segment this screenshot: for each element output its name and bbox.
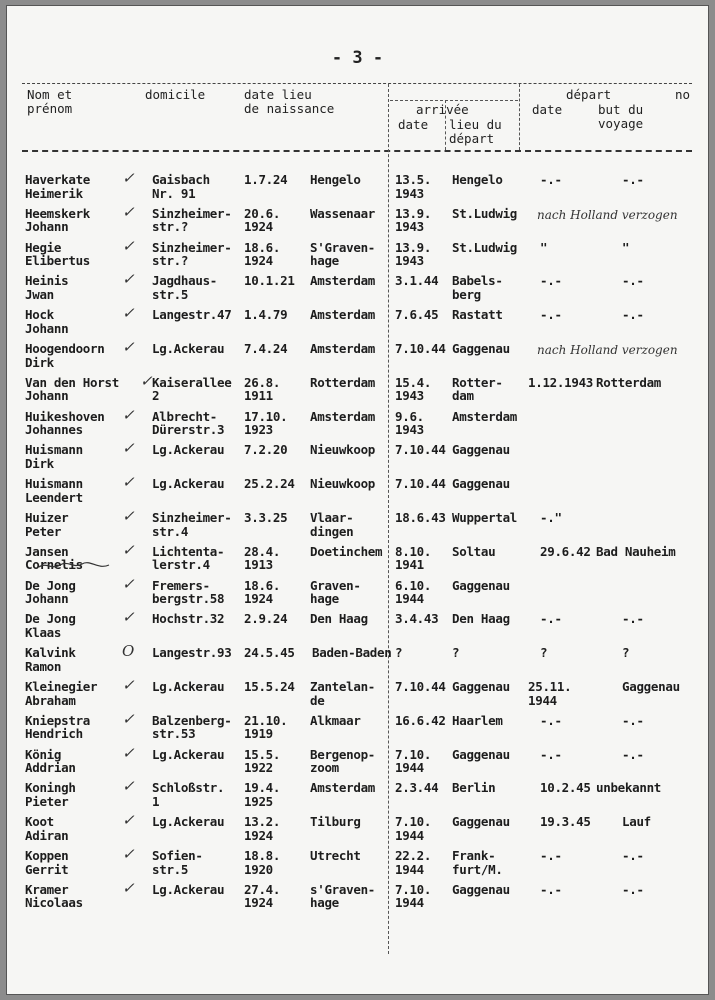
check-mark-icon: ✓ [122,304,135,323]
check-mark-icon: ✓ [122,743,135,762]
header-number: no [675,87,691,102]
birth-date: 1.4.79 [244,307,288,323]
person-name: Huismann Leendert [25,476,83,505]
check-mark-icon: ✓ [122,777,135,796]
arrival-place: Gaggenau [452,577,510,593]
handwritten-note: nach Holland verzogen [537,207,678,222]
domicile: Fremers- bergstr.58 [152,577,225,607]
check-mark-icon: ✓ [122,540,135,559]
departure-date: 25.11. 1944 [528,679,572,708]
birth-place: Graven- hage [310,577,361,607]
check-mark-icon: ✓ [140,371,153,390]
arrival-place: Rotter- dam [452,374,503,404]
domicile: Sinzheimer- str.? [152,239,232,269]
arrival-date: ? [395,645,403,661]
person-name: König Addrian [25,746,76,776]
check-mark-icon: ✓ [122,338,135,356]
departure-date: -.- [540,307,562,323]
birth-date: 21.10. 1919 [244,712,288,742]
domicile: Albrecht- Dürerstr.3 [152,408,225,438]
departure-date: -.- [540,273,562,289]
header-birth: date lieu de naissance [244,87,335,116]
arrival-date: 13.9. 1943 [395,239,432,269]
birth-date: 26.8. 1911 [244,374,281,404]
person-name: Koot Adiran [25,814,69,843]
birth-place: Amsterdam [310,273,376,289]
arrival-date: 7.10. 1944 [395,814,432,843]
check-mark-icon: ✓ [122,507,135,525]
arrival-place: Gaggenau [452,341,510,356]
person-name: Kniepstra Hendrich [25,712,91,742]
header-top-rule [22,83,692,84]
arrival-place: Babels- berg [452,273,503,302]
check-mark-icon: ✓ [122,236,135,255]
person-name: Jansen Cornelis [25,543,83,573]
arrival-place: Rastatt [452,307,503,323]
arrival-date: 3.1.44 [395,273,439,289]
departure-purpose: " [622,239,630,255]
birth-place: Utrecht [310,848,361,863]
arrival-date: 13.5. 1943 [395,172,432,201]
arrival-date: 2.3.44 [395,780,439,796]
check-mark-icon: ✓ [122,811,135,830]
birth-date: 24.5.45 [244,645,295,661]
departure-date: 10.2.45 [540,780,591,796]
birth-place: Vlaar- dingen [310,510,354,539]
arrival-place: Soltau [452,543,496,559]
departure-date: -." [540,510,562,525]
departure-date: -.- [540,848,562,863]
arrival-date: 16.6.42 [395,712,446,728]
birth-place: Nieuwkoop [310,442,376,458]
arrival-date: 7.10.44 [395,679,446,694]
person-name: Koningh Pieter [25,780,76,809]
check-mark-icon: ✓ [122,169,135,187]
person-name: Kleinegier Abraham [25,679,98,708]
departure-purpose: -.- [622,172,644,187]
domicile: Lg.Ackerau [152,442,225,458]
departure-purpose: Rotterdam [596,374,662,390]
arrival-place: ? [452,645,460,661]
person-name: Heemskerk Johann [25,205,91,235]
arrival-date: 7.10. 1944 [395,746,432,776]
birth-date: 27.4. 1924 [244,881,281,911]
domicile: Lg.Ackerau [152,341,225,356]
domicile: Hochstr.32 [152,611,225,627]
departure-purpose: Bad Nauheim [596,543,676,559]
arrival-date: 6.10. 1944 [395,577,432,607]
domicile: Sofien- str.5 [152,848,203,877]
birth-place: Zantelan- de [310,679,376,708]
departure-date: -.- [540,172,562,187]
person-name: Huizer Peter [25,510,69,539]
birth-place: Wassenaar [310,205,376,221]
arrival-date: 8.10. 1941 [395,543,432,573]
domicile: Schloßstr. 1 [152,780,225,809]
arrival-place: Den Haag [452,611,510,627]
arrival-date: 9.6. 1943 [395,408,424,438]
header-departure-purpose: but du voyage [598,102,644,131]
birth-date: 7.4.24 [244,341,288,356]
arrival-place: Berlin [452,780,496,796]
departure-purpose: Lauf [622,814,651,830]
arrival-place: St.Ludwig [452,239,518,255]
domicile: Lg.Ackerau [152,881,225,897]
check-mark-icon: ✓ [122,270,135,289]
person-name: De Jong Johann [25,577,76,607]
departure-purpose: -.- [622,712,644,728]
check-mark-icon: ✓ [122,202,135,221]
handwritten-scribble [38,561,110,571]
departure-purpose: -.- [622,881,644,897]
column-divider [388,84,389,954]
domicile: Lg.Ackerau [152,746,225,762]
birth-date: 7.2.20 [244,442,288,458]
birth-date: 3.3.25 [244,510,288,525]
arrival-place: Hengelo [452,172,503,187]
birth-date: 18.8. 1920 [244,848,281,877]
birth-date: 28.4. 1913 [244,543,281,573]
departure-purpose: Gaggenau [622,679,680,694]
departure-purpose: -.- [622,611,644,627]
birth-place: S'Graven- hage [310,239,376,269]
birth-date: 15.5. 1922 [244,746,281,776]
person-name: Hoogendoorn Dirk [25,341,105,370]
domicile: Lg.Ackerau [152,814,225,830]
check-mark-icon: ✓ [122,608,135,627]
departure-date: 19.3.45 [540,814,591,830]
person-name: Van den Horst Johann [25,374,119,404]
birth-date: 18.6. 1924 [244,577,281,607]
check-mark-icon: ✓ [122,439,135,458]
person-name: Kalvink Ramon [25,645,76,674]
arrival-place: Gaggenau [452,476,510,492]
arrival-place: Gaggenau [452,442,510,458]
birth-place: Bergenop- zoom [310,746,376,776]
arrival-place: Gaggenau [452,814,510,830]
birth-date: 13.2. 1924 [244,814,281,843]
arrival-subrule [390,100,518,101]
domicile: Gaisbach Nr. 91 [152,172,210,201]
domicile: Lichtenta- lerstr.4 [152,543,225,573]
departure-date: -.- [540,611,562,627]
person-name: Huismann Dirk [25,442,83,471]
check-mark-icon: ✓ [122,845,135,863]
birth-place: Rotterdam [310,374,376,390]
birth-date: 15.5.24 [244,679,295,694]
birth-place: Nieuwkoop [310,476,376,492]
birth-date: 20.6. 1924 [244,205,281,235]
arrival-date: 22.2. 1944 [395,848,432,877]
birth-date: 17.10. 1923 [244,408,288,438]
header-bottom-rule [22,150,692,152]
column-divider [519,84,520,150]
person-name: Haverkate Heimerik [25,172,91,201]
birth-place: Den Haag [310,611,368,627]
arrival-date: 7.10.44 [395,476,446,492]
check-mark-icon: ✓ [122,878,135,897]
departure-date: -.- [540,712,562,728]
page-number: - 3 - [331,48,384,68]
arrival-date: 3.4.43 [395,611,439,627]
arrival-place: Gaggenau [452,881,510,897]
departure-date: -.- [540,746,562,762]
check-mark-icon: ✓ [122,709,135,728]
birth-place: Amsterdam [310,780,376,796]
arrival-place: Gaggenau [452,746,510,762]
header-arrival-place: lieu du départ [449,117,502,146]
departure-date: 29.6.42 [540,543,591,559]
birth-place: Baden-Baden [312,645,392,661]
domicile: Langestr.47 [152,307,232,323]
departure-purpose: unbekannt [596,780,662,796]
arrival-place: Wuppertal [452,510,518,525]
header-arrival-date: date [398,117,429,132]
birth-date: 25.2.24 [244,476,295,492]
arrival-date: 7.10.44 [395,442,446,458]
person-name: Hock Johann [25,307,69,336]
check-mark-icon: ✓ [122,473,135,492]
header-departure-date: date [532,102,563,117]
person-name: Hegie Elibertus [25,239,91,269]
departure-date: -.- [540,881,562,897]
departure-date: ? [540,645,548,661]
check-mark-icon: ✓ [122,574,135,593]
birth-place: Doetinchem [310,543,383,559]
domicile: Balzenberg- str.53 [152,712,232,742]
person-name: Huikeshoven Johannes [25,408,105,438]
header-name: Nom et prénom [27,87,73,116]
header-departure: départ [566,87,612,102]
header-arrival: arrivée [416,102,469,117]
domicile: Sinzheimer- str.? [152,205,232,235]
person-name: Heinis Jwan [25,273,69,302]
birth-place: Hengelo [310,172,361,187]
person-name: Koppen Gerrit [25,848,69,877]
check-mark-icon: O [122,642,135,661]
birth-place: Amsterdam [310,341,376,356]
birth-place: Amsterdam [310,408,376,424]
birth-place: Amsterdam [310,307,376,323]
header-domicile: domicile [145,87,206,102]
arrival-place: Haarlem [452,712,503,728]
document-page [6,5,709,995]
arrival-place: St.Ludwig [452,205,518,221]
domicile: Lg.Ackerau [152,476,225,492]
arrival-date: 7.6.45 [395,307,439,323]
check-mark-icon: ✓ [122,676,135,694]
birth-place: s'Graven- hage [310,881,376,911]
birth-date: 18.6. 1924 [244,239,281,269]
birth-date: 10.1.21 [244,273,295,289]
domicile: Jagdhaus- str.5 [152,273,218,302]
departure-date: " [540,239,548,255]
departure-purpose: ? [622,645,630,661]
handwritten-note: nach Holland verzogen [537,343,678,357]
birth-date: 19.4. 1925 [244,780,281,809]
arrival-place: Frank- furt/M. [452,848,503,877]
check-mark-icon: ✓ [122,405,135,424]
arrival-date: 18.6.43 [395,510,446,525]
person-name: Kramer Nicolaas [25,881,83,911]
arrival-date: 13.9. 1943 [395,205,432,235]
domicile: Sinzheimer- str.4 [152,510,232,539]
birth-place: Tilburg [310,814,361,830]
arrival-place: Gaggenau [452,679,510,694]
departure-date: 1.12.1943 [528,374,594,390]
departure-purpose: -.- [622,307,644,323]
departure-purpose: -.- [622,746,644,762]
birth-place: Alkmaar [310,712,361,728]
arrival-date: 7.10. 1944 [395,881,432,911]
domicile: Kaiserallee 2 [152,374,232,404]
arrival-date: 15.4. 1943 [395,374,432,404]
domicile: Langestr.93 [152,645,232,661]
departure-purpose: -.- [622,273,644,289]
birth-date: 2.9.24 [244,611,288,627]
person-name: De Jong Klaas [25,611,76,640]
domicile: Lg.Ackerau [152,679,225,694]
departure-purpose: -.- [622,848,644,863]
arrival-place: Amsterdam [452,408,518,424]
arrival-date: 7.10.44 [395,341,446,356]
birth-date: 1.7.24 [244,172,288,187]
